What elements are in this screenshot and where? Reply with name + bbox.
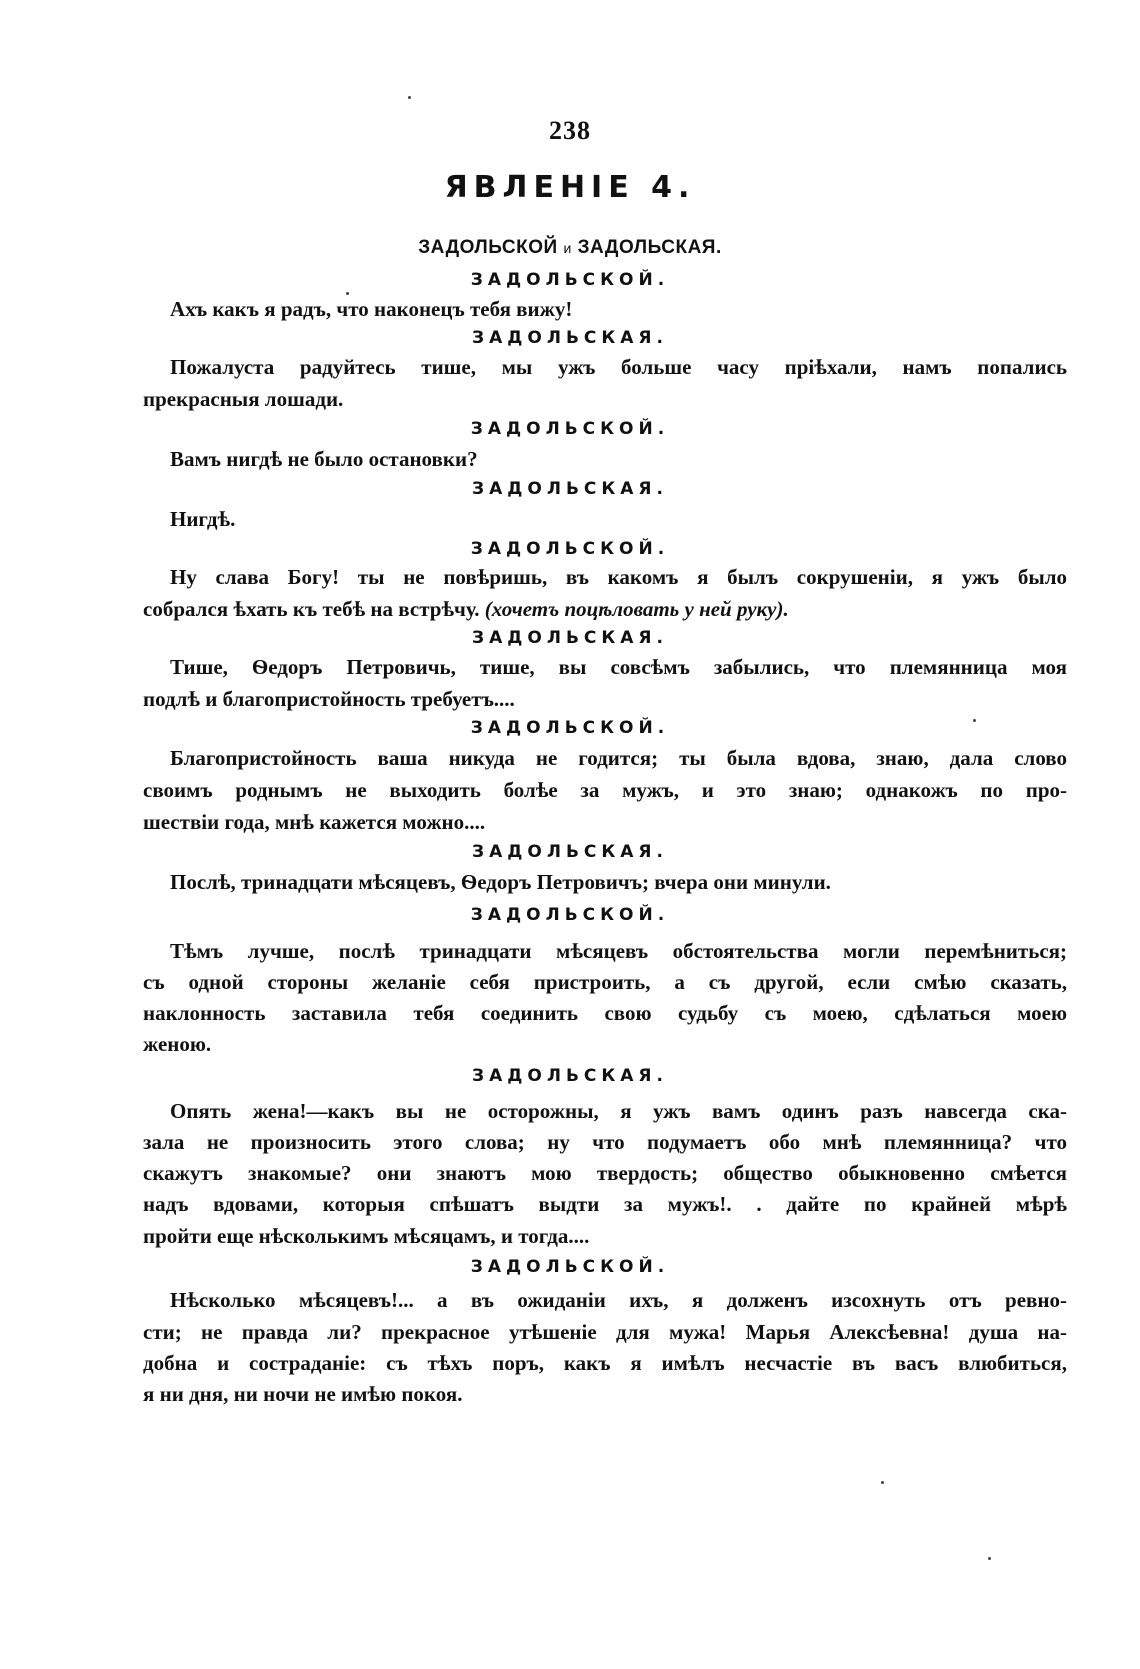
dialogue-line: Послѣ, тринадцати мѣсяцевъ, Ѳедоръ Петровичъ; вчера они минули.	[170, 870, 831, 894]
speaker-label: ЗАДОЛЬСКАЯ.	[472, 1066, 668, 1086]
dialogue-line: шествіи года, мнѣ кажется можно....	[143, 810, 486, 834]
dialogue-line	[143, 595, 1067, 623]
speaker-label: ЗАДОЛЬСКАЯ.	[472, 479, 668, 499]
dialogue-line: зала не произносить этого слова; ну что подумаетъ обо мнѣ племянница? что	[143, 1130, 1067, 1154]
dialogue-line: Тише, Ѳедоръ Петровичь, тише, вы совсѣмъ забылись, что племянница моя	[170, 655, 1067, 679]
dialogue-line: Ахъ какъ я радъ, что наконецъ тебя вижу!	[170, 297, 573, 321]
speaker-label: ЗАДОЛЬСКАЯ.	[472, 842, 668, 862]
speaker-label: ЗАДОЛЬСКОЙ.	[470, 905, 670, 925]
print-speck	[881, 1481, 884, 1484]
page-number: 238	[549, 116, 591, 145]
dialogue-line: Опять жена!—какъ вы не осторожны, я ужъ вамъ одинъ разъ навсегда ска-	[170, 1099, 1067, 1123]
dialogue-line: прекрасныя лошади.	[143, 387, 344, 411]
dialogue-line: Благопристойность ваша никуда не годится; ты была вдова, знаю, дала слово	[170, 746, 1067, 770]
speaker-label: ЗАДОЛЬСКАЯ.	[472, 328, 668, 348]
dialogue-line: пройти еще нѣсколькимъ мѣсяцамъ, и тогда....	[143, 1224, 590, 1248]
scene-heading: ЯВЛЕНІЕ 4.	[444, 170, 696, 205]
dialogue-line: наклонность заставила тебя соединить свою судьбу съ моею, сдѣлаться моею	[143, 1001, 1067, 1025]
dialogue-line: Нѣсколько мѣсяцевъ!... а въ ожиданіи ихъ, я долженъ изсохнуть отъ ревно-	[170, 1288, 1067, 1312]
dialogue-line: сти; не правда ли? прекрасное утѣшеніе для мужа! Марья Алексѣевна! душа на-	[143, 1320, 1067, 1344]
dialogue-line: Ну слава Богу! ты не повѣришь, въ какомъ я былъ сокрушеніи, я ужъ было	[170, 565, 1067, 589]
dialogue-line: я ни дня, ни ночи не имѣю покоя.	[143, 1382, 463, 1406]
dialogue-line: надъ вдовами, которыя спѣшатъ выдти за мужъ!. . дайте по крайней мѣрѣ	[143, 1192, 1067, 1216]
dialogue-line: Пожалуста радуйтесь тише, мы ужъ больше часу пріѣхали, намъ попались	[170, 355, 1067, 379]
dialogue-line: своимъ роднымъ не выходить болѣе за мужъ, и это знаю; однакожъ по про-	[143, 778, 1067, 802]
speaker-label: ЗАДОЛЬСКОЙ.	[470, 539, 670, 559]
print-speck	[973, 719, 976, 722]
speaker-label: ЗАДОЛЬСКОЙ.	[470, 1257, 670, 1277]
dialogue-line: Вамъ нигдѣ не было остановки?	[170, 447, 478, 471]
speaker-label: ЗАДОЛЬСКОЙ.	[470, 718, 670, 738]
dialogue-line: съ одной стороны желаніе себя пристроить, а съ другой, если смѣю сказать,	[143, 970, 1067, 994]
dialogue-text: собрался ѣхать къ тебѣ на встрѣчу.	[143, 597, 480, 621]
speaker-label: ЗАДОЛЬСКОЙ.	[470, 419, 670, 439]
cast-conjunction: и	[563, 240, 572, 256]
print-speck	[346, 292, 349, 295]
print-speck	[408, 96, 411, 99]
cast-second: ЗАДОЛЬСКАЯ.	[577, 237, 722, 258]
dialogue-line: женою.	[143, 1032, 212, 1056]
stage-direction: (хочетъ поцѣловать у ней руку).	[484, 597, 789, 621]
dialogue-line: подлѣ и благопристойность требуетъ....	[143, 687, 515, 711]
cast-first: ЗАДОЛЬСКОЙ	[418, 237, 558, 258]
dialogue-line: Тѣмъ лучше, послѣ тринадцати мѣсяцевъ обстоятельства могли перемѣниться;	[170, 939, 1067, 963]
speaker-label: ЗАДОЛЬСКОЙ.	[470, 270, 670, 290]
dialogue-line: Нигдѣ.	[170, 507, 236, 531]
cast-list	[0, 237, 1140, 259]
dialogue-line: добна и состраданіе: съ тѣхъ поръ, какъ я имѣлъ несчастіе въ васъ влюбиться,	[143, 1351, 1067, 1375]
speaker-label: ЗАДОЛЬСКАЯ.	[472, 628, 668, 648]
dialogue-line: скажутъ знакомые? они знаютъ мою твердость; общество обыкновенно смѣется	[143, 1161, 1067, 1185]
print-speck	[988, 1557, 991, 1560]
